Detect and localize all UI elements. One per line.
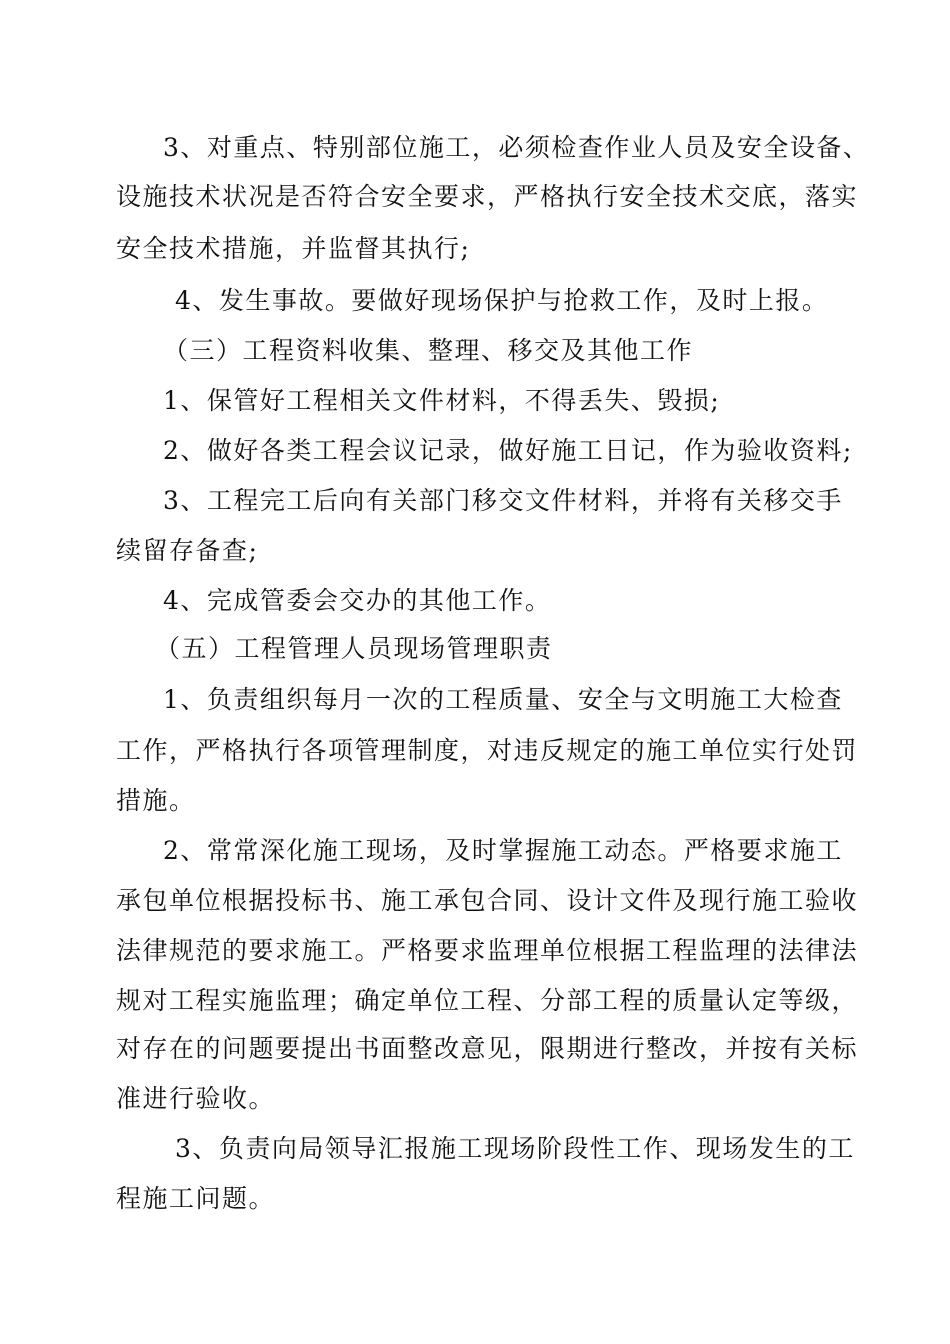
text-line: 措施。	[116, 786, 196, 815]
text-line: 续留存备查;	[116, 536, 259, 565]
text-line: 4、完成管委会交办的其他工作。	[163, 586, 552, 615]
text-line: 设施技术状况是否符合安全要求，严格执行安全技术交底，落实	[116, 182, 859, 211]
text-line: 对存在的问题要提出书面整改意见，限期进行整改，并按有关标	[116, 1034, 859, 1063]
text-line: 安全技术措施，并监督其执行;	[116, 234, 471, 263]
text-line: 3、对重点、特别部位施工，必须检查作业人员及安全设备、	[163, 133, 870, 162]
text-line: 准进行验收。	[116, 1084, 276, 1113]
text-line: 规对工程实施监理；确定单位工程、分部工程的质量认定等级，	[116, 986, 859, 1015]
text-line: 4、发生事故。要做好现场保护与抢救工作，及时上报。	[175, 286, 829, 315]
text-line: 3、负责向局领导汇报施工现场阶段性工作、现场发生的工	[175, 1134, 855, 1163]
text-line: 法律规范的要求施工。严格要求监理单位根据工程监理的法律法	[116, 936, 859, 965]
text-line: 工作，严格执行各项管理制度，对违反规定的施工单位实行处罚	[116, 736, 859, 765]
text-line: 1、保管好工程相关文件材料，不得丢失、毁损;	[163, 386, 721, 415]
text-line: 程施工问题。	[116, 1184, 276, 1213]
section-heading: （五）工程管理人员现场管理职责	[155, 634, 553, 663]
text-line: 3、工程完工后向有关部门移交文件材料，并将有关移交手	[163, 486, 843, 515]
text-line: 1、负责组织每月一次的工程质量、安全与文明施工大检查	[163, 685, 843, 714]
text-line: 2、做好各类工程会议记录，做好施工日记，作为验收资料;	[163, 436, 853, 465]
text-line: 承包单位根据投标书、施工承包合同、设计文件及现行施工验收	[116, 886, 859, 915]
text-line: 2、常常深化施工现场，及时掌握施工动态。严格要求施工	[163, 836, 843, 865]
section-heading: （三）工程资料收集、整理、移交及其他工作	[163, 336, 694, 365]
